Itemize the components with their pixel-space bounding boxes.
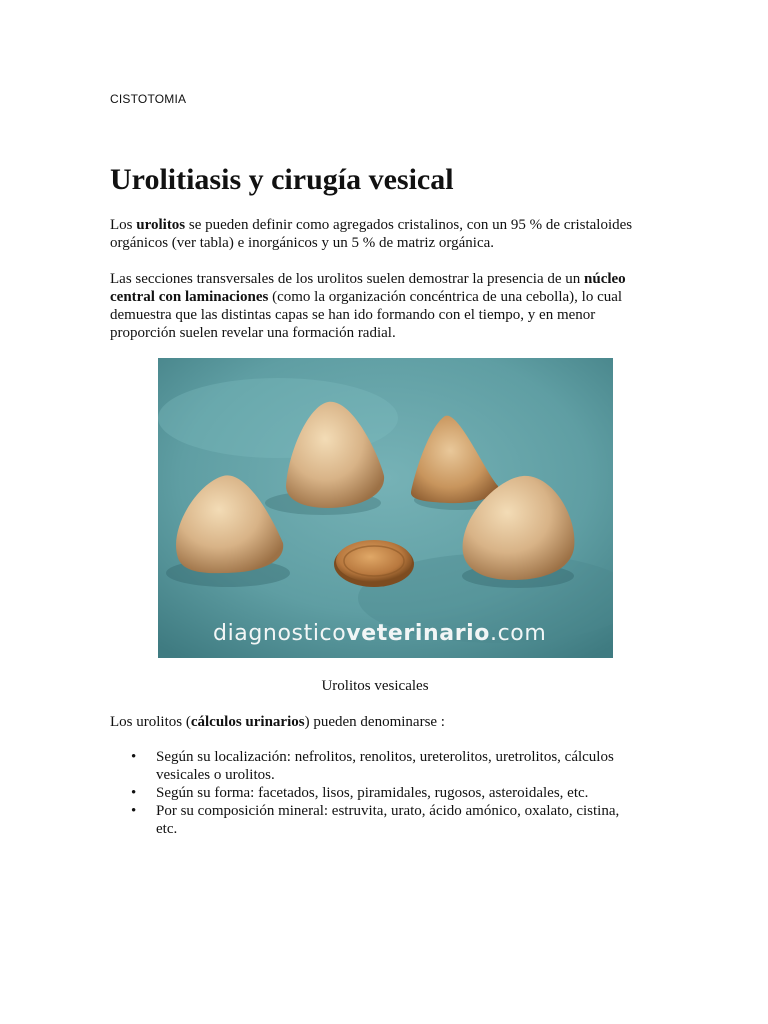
uroliths-illustration <box>158 358 613 658</box>
list-item-text: Según su localización: nefrolitos, renolitos, ureterolitos, uretrolitos, cálculos vesicales o urolitos. <box>156 749 614 783</box>
bold-term: núcleo central con laminaciones <box>110 271 626 305</box>
bullet-icon: • <box>131 803 137 819</box>
bold-term: cálculos urinarios <box>190 714 305 730</box>
bullet-icon: • <box>131 785 137 801</box>
watermark-part: .com <box>490 621 547 646</box>
paragraph-text: ) pueden denominarse : <box>304 714 445 730</box>
paragraph-sections <box>110 270 640 342</box>
watermark-text <box>213 621 546 646</box>
paragraph-text: (como la organización concéntrica de una cebolla), lo cual demuestra que las distintas capas se han ido formando con el tiempo, y en menor proporción suelen revelar una formación radial. <box>110 289 623 341</box>
bold-term: urolitos <box>136 217 186 233</box>
classification-list <box>110 748 640 838</box>
paragraph-text: se pueden definir como agregados cristalinos, con un 95 % de cristaloides orgánicos (ver tabla) e inorgánicos y un 5 % de matriz orgánica. <box>110 217 633 251</box>
list-item-text: Según su forma: facetados, lisos, piramidales, rugosos, asteroidales, etc. <box>156 785 589 801</box>
paragraph-text: Los urolitos ( <box>110 714 191 730</box>
paragraph-names <box>110 713 640 731</box>
page-title: Urolitiasis y cirugía vesical <box>110 163 454 196</box>
list-item-text: Por su composición mineral: estruvita, urato, ácido amónico, oxalato, cistina, etc. <box>156 803 620 837</box>
list-item <box>110 784 640 802</box>
paragraph-text: Los <box>110 217 137 233</box>
paragraph-text: Las secciones transversales de los urolitos suelen demostrar la presencia de un <box>110 271 585 287</box>
paragraph-definition <box>110 216 640 252</box>
image-caption: Urolitos vesicales <box>321 678 429 694</box>
section-label: CISTOTOMIA <box>110 92 187 106</box>
watermark-part: veterinario <box>346 621 490 646</box>
list-item <box>110 802 640 838</box>
uroliths-photo <box>158 358 613 658</box>
list-item <box>110 748 640 784</box>
bullet-icon: • <box>131 749 137 765</box>
watermark-part: diagnostico <box>213 621 347 646</box>
